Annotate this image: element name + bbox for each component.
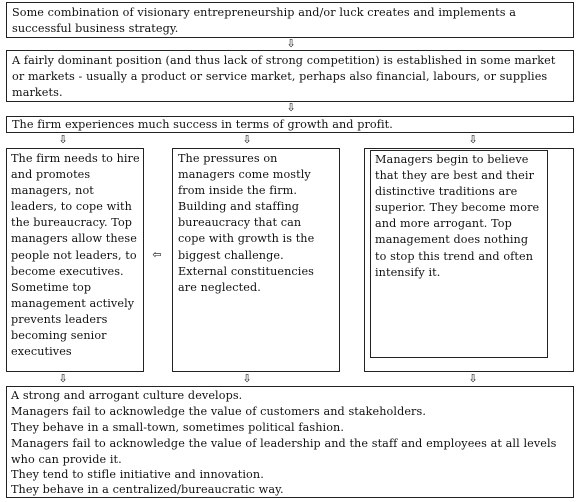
step-text-success: The firm experiences much success in terms of growth and profit. bbox=[12, 118, 393, 131]
step-text-strategy: Some combination of visionary entrepreneurship and/or luck creates and implements a successful business strategy. bbox=[12, 6, 516, 36]
down-arrow-icon: ⇩ bbox=[286, 101, 296, 114]
outcome-line: They tend to stifle initiative and innovation. bbox=[11, 468, 264, 481]
outcome-box-arrogant-culture bbox=[6, 386, 574, 498]
step-text-dominant-position: A fairly dominant position (and thus lack of strong competition) is established in some market or markets - usually a product or service market, perhaps also financial, labours, or supplies markets. bbox=[12, 54, 556, 100]
down-arrow-icon: ⇩ bbox=[468, 372, 478, 385]
column-text-internal-pressures: The pressures on managers come mostly from inside the firm. Building and staffing bureaucracy that can cope with growth is the biggest challenge. External constituencies are neglected. bbox=[178, 152, 315, 294]
step-box-strategy bbox=[6, 2, 574, 38]
column-text-arrogance: Managers begin to believe that they are best and their distinctive traditions are superior. They become more and more arrogant. Top management does nothing to stop this trend and often intensify it. bbox=[375, 153, 540, 279]
down-arrow-icon: ⇩ bbox=[286, 37, 296, 50]
column-box-internal-pressures bbox=[172, 148, 340, 372]
column-box-managers-not-leaders bbox=[6, 148, 144, 372]
outcome-line: Managers fail to acknowledge the value of leadership and the staff and employees at all levels who can provide it. bbox=[11, 437, 557, 467]
step-box-success bbox=[6, 116, 574, 133]
outcome-line: They behave in a small-town, sometimes political fashion. bbox=[11, 421, 344, 434]
down-arrow-icon: ⇩ bbox=[468, 133, 478, 146]
outcome-line: They behave in a centralized/bureaucratic way. bbox=[11, 483, 284, 496]
down-arrow-icon: ⇩ bbox=[58, 372, 68, 385]
down-arrow-icon: ⇩ bbox=[242, 372, 252, 385]
outcome-line: Managers fail to acknowledge the value of customers and stakeholders. bbox=[11, 405, 426, 418]
down-arrow-icon: ⇩ bbox=[58, 133, 68, 146]
left-arrow-icon: ⇦ bbox=[152, 248, 162, 261]
column-box-arrogance bbox=[370, 150, 548, 358]
step-box-dominant-position bbox=[6, 50, 574, 102]
down-arrow-icon: ⇩ bbox=[242, 133, 252, 146]
column-text-managers-not-leaders: The firm needs to hire and promotes managers, not leaders, to cope with the bureaucracy. Top managers allow these people not leaders, to become executives. Sometime top management actively prevents leaders becoming senior executives bbox=[11, 152, 140, 359]
outcome-line: A strong and arrogant culture develops. bbox=[11, 389, 243, 402]
